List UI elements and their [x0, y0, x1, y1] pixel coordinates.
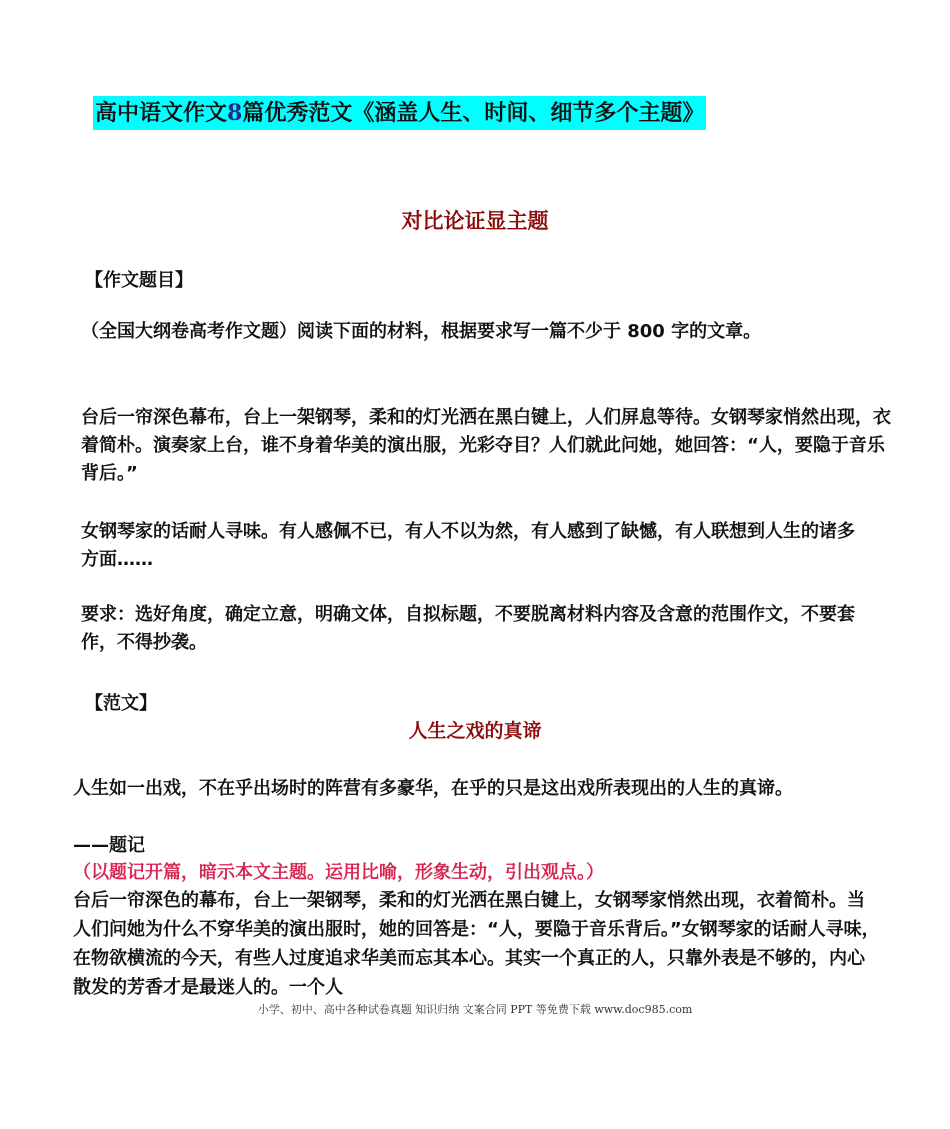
essay-label: 【范文】: [85, 693, 157, 714]
essay-paragraph-1: 人生如一出戏，不在乎出场时的阵营有多豪华，在乎的只是这出戏所表现出的人生的真谛。: [73, 778, 793, 799]
prompt-label: 【作文题目】: [85, 270, 193, 291]
material-paragraph-1: 台后一帘深色幕布，台上一架钢琴，柔和的灯光洒在黑白键上，人们屏息等待。女钢琴家悄然出现，衣着简朴。演奏家上台，谁不身着华美的演出服，光彩夺目？人们就此问她，她回答：“人，要隐于音乐背后。”: [81, 407, 891, 484]
title-number: 8: [227, 100, 243, 126]
title-text: 高中语文作文: [95, 101, 228, 126]
page-footer: 小学、初中、高中各种试卷真题 知识归纳 文案合同 PPT 等免费下载 www.doc985.com: [257, 1003, 693, 1016]
essay-annotation: （以题记开篇，暗示本文主题。运用比喻，形象生动，引出观点。）: [73, 862, 604, 883]
material-paragraph-2: 女钢琴家的话耐人寻味。有人感佩不已，有人不以为然，有人感到了缺憾，有人联想到人生的诸多方面……: [81, 521, 855, 570]
section-heading: 对比论证显主题: [401, 209, 549, 233]
essay-signature: ——题记: [73, 835, 145, 856]
document-title: [93, 96, 706, 130]
requirement-text: 要求：选好角度，确定立意，明确文体，自拟标题，不要脱离材料内容及含意的范围作文，不要套作，不得抄袭。: [81, 604, 855, 653]
prompt-text: （全国大纲卷高考作文题）阅读下面的材料，根据要求写一篇不少于 800 字的文章。: [81, 321, 762, 342]
essay-paragraph-2: 台后一帘深色的幕布，台上一架钢琴，柔和的灯光洒在黑白键上，女钢琴家悄然出现，衣着简朴。当人们问她为什么不穿华美的演出服时，她的回答是：“人，要隐于音乐背后。”女钢琴家的话耐人寻味，在物欲横流的今天，有些人过度追求华美而忘其本心。其实一个真正的人，只靠外表是不够的，内心散发的芳香才是最迷人的。一个人: [73, 890, 880, 998]
essay-title: 人生之戏的真谛: [408, 720, 542, 742]
title-rest: 篇优秀范文《涵盖人生、时间、细节多个主题》: [242, 101, 705, 126]
